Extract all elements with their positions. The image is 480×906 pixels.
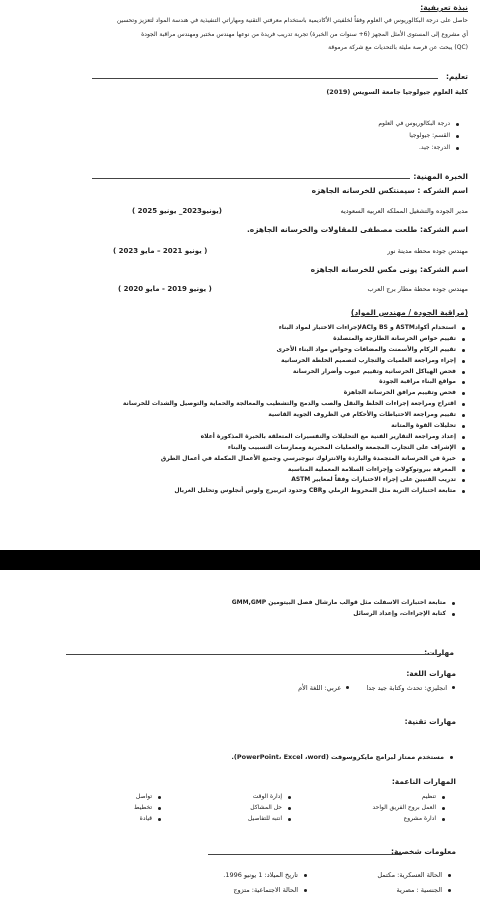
- personal-info-heading-rule: [208, 854, 402, 855]
- job-title-2: مهندس جوده محطه مدينة نور: [387, 247, 468, 255]
- personal-military: الحالة العسكرية: مكتمل: [377, 872, 452, 879]
- soft-skill-item: انتبه للتفاصيل: [248, 816, 292, 822]
- duty-item: المعرفة ببروتوكولات وإجراءات السلامة المعملية المناسبة: [123, 467, 466, 473]
- language-skills-heading: مهارات اللغة:: [406, 669, 456, 678]
- duty-item: تقييم الركام والأسمنت والمضافات وخواص مواد البناء الأخرى: [123, 347, 466, 353]
- duty-item: فحص الهياكل الخرسانية وتقييم عيوب وأضرار الخرسانة: [123, 369, 466, 375]
- job-title-1: مدير الجوده والتشغيل المملكه العربيه السعوديه: [340, 207, 468, 215]
- soft-skill-item: تواصل: [134, 794, 162, 800]
- intro-heading: نبذة تعريفية:: [420, 3, 468, 12]
- job-company-3: اسم الشركة: يونى مكس للخرسانه الجاهزه: [310, 265, 468, 274]
- skills-heading: مهارات:: [424, 648, 454, 657]
- duty-item: متابعة اختبارات التربة مثل المخروط الرملي وCBR وحدود اتربيرج ولوس أنجلوس وتحليل الغربال: [123, 488, 466, 494]
- personal-info-heading: معلومات شخصية:: [390, 847, 456, 856]
- duty-item: متابعة اختبارات الاسفلت مثل قوالب مارشال فصل البيتومين GMM,GMP: [232, 600, 456, 606]
- personal-info-col-1: [377, 872, 452, 893]
- intro-line-2: أي مشروع إلى المستوى الأمثل المجهز (6+ سنوات من الخبرة) تجربة تدريب فريدة من نوعها مهندس مختبر ومهندس مراقبة الجودة: [141, 31, 468, 38]
- duty-item: خبرة في الخرسانة المتجمدة والباردة والانترلوك تيوجبرسي وجميع الأعمال المكملة في أعمال الطرق: [123, 456, 466, 462]
- technical-skills-list: [231, 754, 454, 761]
- soft-skill-item: حل المشاكل: [248, 805, 292, 811]
- duties-list: [123, 325, 466, 494]
- soft-skill-item: تنظيم: [372, 794, 446, 800]
- personal-birthdate: تاريخ الميلاد: 1 يونيو 1996.: [223, 872, 308, 879]
- intro-line-3: (QC) يبحث عن فرصة مليئة بالتحديات مع شركة مرموقة: [328, 44, 468, 51]
- page-break-bar: [0, 550, 480, 570]
- duty-item: كتابة الإجراءات، وإعداد الرسائل: [232, 611, 456, 617]
- duty-item: إجراء ومراجعة العلميات والتجارب لتصميم الخلطة الخرسانية: [123, 358, 466, 364]
- soft-skill-item: إدارة الوقت: [248, 794, 292, 800]
- duty-item: تقييم ومراجعة الاحتياطات والأحكام في الظروف الجوية القاسية: [123, 412, 466, 418]
- duty-item: مواقع البناء مراقبة الجودة: [123, 379, 466, 385]
- duties-heading: (مراقبة الجودة / مهندس المواد): [350, 308, 468, 317]
- education-item: الدرجة: جيد.: [378, 145, 460, 151]
- resume-page-2: [0, 570, 480, 906]
- language-row: [298, 685, 456, 692]
- soft-skill-item: تخطيط: [134, 805, 162, 811]
- duty-item: تقييم خواص الخرسانة الطازجة والمتصلدة: [123, 336, 466, 342]
- education-item: درجة البكالوريوس في العلوم: [378, 121, 460, 127]
- education-list: [378, 121, 460, 151]
- job-dates-1: (يونيو2023_ يونيو 2025 ): [132, 207, 222, 215]
- technical-skill-item: مستخدم ممتاز لبرامج مايكروسوفت (PowerPoint، Excel ،word).: [231, 754, 454, 761]
- personal-info-col-2: [223, 872, 308, 893]
- personal-nationality: الجنسية : مصرية: [377, 887, 452, 894]
- soft-skill-item: قيادة: [134, 816, 162, 822]
- language-english: انجليزي: تحدث وكتابة جيد جدا: [364, 684, 456, 692]
- soft-skill-item: ادارة مشروع: [372, 816, 446, 822]
- intro-line-1: حاصل على درجة البكالوريوس في العلوم وفقاً لخلفيتي الأكاديمية باستخدام معرفتي التقنية ومهاراتي التنفيذية في هندسة المواد لتعزيز وتحسين: [116, 17, 468, 24]
- soft-skills-col-1: [372, 794, 446, 822]
- job-title-3: مهندس جوده محطة مطار برج العرب: [367, 285, 468, 293]
- language-arabic: عربي: اللغة الأم: [298, 684, 350, 692]
- job-dates-3: ( يونيو 2019 - مايو 2020 ): [118, 285, 212, 293]
- technical-skills-heading: مهارات تقنية:: [404, 717, 456, 726]
- education-institution: كلية العلوم جيولوجيا جامعة السويس (2019): [326, 88, 468, 96]
- duty-item: اقتراح ومراجعة إجراءات الخلط والنقل والصب والدمج والتشطيب والمعالجة والحماية والتوصيل والشدات للخرسانة: [123, 401, 466, 407]
- duties-continued-list: [232, 600, 456, 617]
- education-item: القسم: جيولوجيا: [378, 133, 460, 139]
- skills-heading-rule: [66, 654, 450, 655]
- job-dates-2: ( يونيو 2021 – مايو 2023 ): [113, 247, 208, 255]
- soft-skills-col-2: [248, 794, 292, 822]
- soft-skills-heading: المهارات الناعمة:: [391, 777, 456, 786]
- education-heading-rule: [92, 78, 438, 79]
- job-company-1: اسم الشركه : سيمنتكس للخرسانه الجاهزه: [311, 186, 468, 195]
- duty-item: استخدام أكوادASTM و BS وACIلإجراءات الاختبار لمواد البناء: [123, 325, 466, 331]
- duty-item: إعداد ومراجعة التقارير الفنية مع التحليلات والتفسيرات المتعلقة بالخبرة المذكورة أعلاه: [123, 434, 466, 440]
- duty-item: تحليلات القوة والمتانة: [123, 423, 466, 429]
- duty-item: تدريب الفنيين على إجراء الاختبارات وفقاً لمعايير ASTM: [123, 477, 466, 483]
- experience-heading: الخبرة المهنية:: [413, 172, 468, 181]
- soft-skills-col-3: [134, 794, 162, 822]
- soft-skill-item: العمل بروح الفريق الواحد: [372, 805, 446, 811]
- job-company-2: اسم الشركة: طلعت مصطفى للمقاولات والخرسانه الجاهزه.: [246, 225, 468, 234]
- education-heading: تعليم:: [445, 72, 468, 81]
- personal-marital-status: الحالة الاجتماعية: متزوج: [223, 887, 308, 894]
- duty-item: الإشراف على التجارب المجمعة والعمليات المخبرية وممارسات التسبيب والبناء: [123, 445, 466, 451]
- experience-heading-rule: [92, 178, 410, 179]
- duty-item: فحص وتقييم مرافق الخرسانة الجاهزة: [123, 390, 466, 396]
